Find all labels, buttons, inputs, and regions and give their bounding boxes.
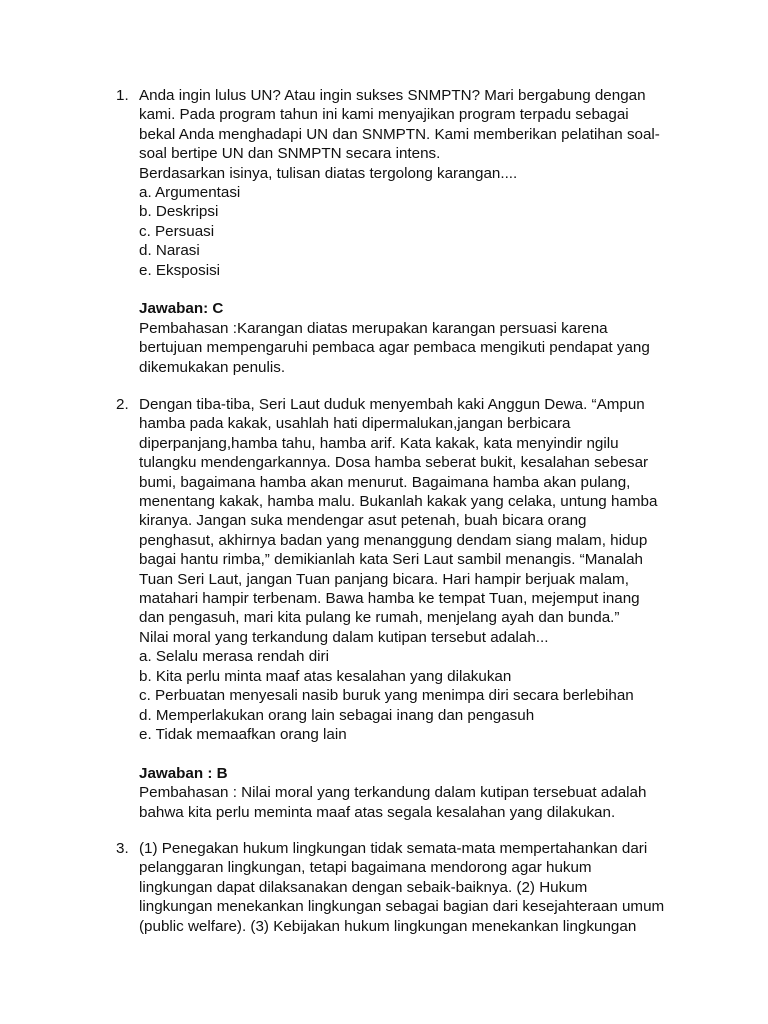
- option-e: e. Tidak memaafkan orang lain: [139, 725, 347, 743]
- question-text-line: tulangku mendengarkannya. Dosa hamba seberat bukit, kesalahan sebesar: [139, 454, 649, 472]
- question-text-line: menentang kakak, hamba malu. Bukanlah kakak yang celaka, untung hamba: [139, 493, 658, 511]
- question-text-line: soal bertipe UN dan SNMPTN secara intens.: [139, 145, 441, 163]
- question-prompt: Nilai moral yang terkandung dalam kutipan tersebut adalah...: [139, 628, 549, 646]
- question-text-line: Tuan Seri Laut, jangan Tuan panjang bicara. Hari hampir berjuak malam,: [139, 570, 629, 588]
- question-3: [116, 839, 686, 936]
- question-text-line: penghasut, akhirnya badan yang menanggung dendam siang malam, hidup: [139, 531, 648, 549]
- question-body: [139, 395, 686, 822]
- question-text-line: Anda ingin lulus UN? Atau ingin sukses SNMPTN? Mari bergabung dengan: [139, 87, 646, 104]
- question-number: 2.: [116, 396, 129, 413]
- explanation-line: Pembahasan :Karangan diatas merupakan karangan persuasi karena: [139, 319, 608, 337]
- question-text-line: pelanggaran lingkungan, tetapi bagaimana mendorong agar hukum: [139, 859, 592, 877]
- question-text-line: lingkungan dapat dilaksanakan dengan sebaik-baiknya. (2) Hukum: [139, 878, 588, 896]
- option-b: b. Deskripsi: [139, 203, 219, 221]
- question-number: 3.: [116, 840, 129, 857]
- question-2: [116, 395, 686, 822]
- question-text-line: Dengan tiba-tiba, Seri Laut duduk menyembah kaki Anggun Dewa. “Ampun: [139, 396, 645, 413]
- question-text-line: matahari hampir terbenam. Bawa hamba ke tempat Tuan, mejemput inang: [139, 590, 640, 608]
- question-text-line: bagai hantu rimba,” demikianlah kata Seri Laut sambil menangis. “Manalah: [139, 551, 643, 569]
- question-body: [139, 86, 686, 377]
- explanation-line: bahwa kita perlu meminta maaf atas segala kesalahan yang dilakukan.: [139, 803, 616, 821]
- question-1: [116, 86, 686, 377]
- question-text-line: bumi, bagaimana hamba akan menurut. Bagaimana hamba akan pulang,: [139, 473, 631, 491]
- question-text-line: bekal Anda menghadapi UN dan SNMPTN. Kami memberikan pelatihan soal-: [139, 125, 660, 143]
- option-d: d. Memperlakukan orang lain sebagai inang dan pengasuh: [139, 706, 535, 724]
- explanation-line: dikemukakan penulis.: [139, 358, 286, 376]
- question-text-line: hamba pada kakak, usahlah hati dipermalukan,jangan berbicara: [139, 415, 571, 433]
- question-text-line: kami. Pada program tahun ini kami menyajikan program terpadu sebagai: [139, 106, 629, 124]
- question-text-line: diperpanjang,hamba tahu, hamba arif. Kata kakak, kata menyindir ngilu: [139, 434, 619, 452]
- question-text-line: dan pengasuh, mari kita pulang ke rumah, menjelang ayah dan bunda.”: [139, 609, 620, 627]
- question-number: 1.: [116, 87, 129, 104]
- option-d: d. Narasi: [139, 242, 200, 260]
- question-text-line: (public welfare). (3) Kebijakan hukum lingkungan menekankan lingkungan: [139, 917, 637, 935]
- answer-key: Jawaban: C: [139, 300, 224, 318]
- option-c: c. Persuasi: [139, 222, 215, 240]
- explanation-line: Pembahasan : Nilai moral yang terkandung dalam kutipan tersebuat adalah: [139, 784, 647, 802]
- explanation-line: bertujuan mempengaruhi pembaca agar pembaca mengikuti pendapat yang: [139, 339, 650, 357]
- option-e: e. Eksposisi: [139, 261, 221, 279]
- question-text-line: (1) Penegakan hukum lingkungan tidak semata-mata mempertahankan dari: [139, 840, 648, 857]
- question-text-line: kiranya. Jangan suka mendengar asut petenah, buah bicara orang: [139, 512, 587, 530]
- option-a: a. Selalu merasa rendah diri: [139, 648, 329, 666]
- option-a: a. Argumentasi: [139, 184, 241, 202]
- question-body: [139, 839, 686, 936]
- option-b: b. Kita perlu minta maaf atas kesalahan yang dilakukan: [139, 667, 512, 685]
- option-c: c. Perbuatan menyesali nasib buruk yang menimpa diri secara berlebihan: [139, 687, 634, 705]
- question-text-line: lingkungan menekankan lingkungan sebagai bagian dari kesejahteraan umum: [139, 898, 665, 916]
- question-prompt: Berdasarkan isinya, tulisan diatas tergolong karangan....: [139, 164, 518, 182]
- answer-key: Jawaban : B: [139, 764, 228, 782]
